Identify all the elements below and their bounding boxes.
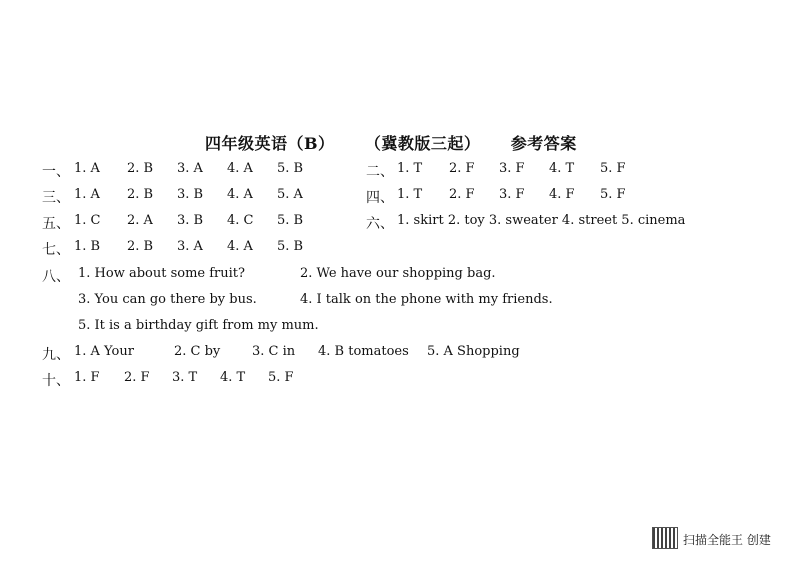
answer-item: 5. A [277,187,303,202]
answer-item: 5. F [600,161,626,176]
answer-item: 4. C [227,213,254,228]
answer-item: 3. F [499,187,525,202]
answer-item: 1. F [74,370,100,385]
answer-item: 5. B [277,161,304,176]
answer-item: 1. A [74,187,100,202]
answer-item: 5. B [277,213,304,228]
section-label: 九、 [42,347,70,363]
answer-item: 3. T [172,370,198,385]
answer-item: 4. F [549,187,575,202]
answer-item: 1. A Your [74,344,134,359]
answer-item: 4. T [549,161,575,176]
answer-text: 1. skirt 2. toy 3. sweater 4. street 5. cinema [397,213,686,228]
section-label: 十、 [42,373,70,389]
answer-item: 4. B tomatoes [318,344,409,359]
answer-row-4 [42,239,742,259]
answer-item: 2. A [127,213,153,228]
answer-item: 3. A [177,161,203,176]
answer-item: 5. B [277,239,304,254]
qr-code-icon [652,527,678,549]
answer-item: 3. A [177,239,203,254]
section-label: 六、 [366,216,394,232]
answer-item: 2. F [449,187,475,202]
section-label: 七、 [42,242,70,258]
answer-item: 3. F [499,161,525,176]
answer-item: 5. A Shopping [427,344,520,359]
answer-item: 5. F [600,187,626,202]
answer-item: 1. B [74,239,101,254]
answer-row-9 [42,370,742,390]
answer-row-5 [42,266,742,286]
answer-item: 4. A [227,187,253,202]
answer-item: 1. C [74,213,101,228]
answer-item: 2. B [127,161,154,176]
page-title: 四年级英语（B） （冀教版三起） 参考答案 [205,134,577,153]
answer-item: 3. C in [252,344,296,359]
section-label: 四、 [366,190,394,206]
answer-item: 4. A [227,161,253,176]
section-label: 八、 [42,269,70,285]
answer-item: 1. T [397,161,423,176]
answer-item: 3. B [177,187,204,202]
answer-row-3 [42,213,742,233]
answer-row-2 [42,187,742,207]
answer-item: 3. B [177,213,204,228]
answer-item: 2. F [449,161,475,176]
answer-item: 1. T [397,187,423,202]
answer-row-6 [42,292,742,312]
answer-sentence: 2. We have our shopping bag. [300,266,496,281]
answer-item: 2. C by [174,344,221,359]
watermark-text: 扫描全能王 创建 [683,533,771,547]
answer-item: 4. T [220,370,246,385]
section-label: 一、 [42,164,70,180]
answer-item: 2. B [127,239,154,254]
answer-item: 1. A [74,161,100,176]
section-label: 三、 [42,190,70,206]
answer-sentence: 4. I talk on the phone with my friends. [300,292,553,307]
answer-row-7 [42,318,742,338]
answer-sentence: 1. How about some fruit? [78,266,245,281]
answer-item: 4. A [227,239,253,254]
answer-sentence: 5. It is a birthday gift from my mum. [78,318,319,333]
section-label: 二、 [366,164,394,180]
answer-row-1 [42,161,742,181]
answer-item: 2. B [127,187,154,202]
answer-item: 2. F [124,370,150,385]
answer-sentence: 3. You can go there by bus. [78,292,257,307]
section-label: 五、 [42,216,70,232]
answer-row-8 [42,344,742,364]
answer-item: 5. F [268,370,294,385]
